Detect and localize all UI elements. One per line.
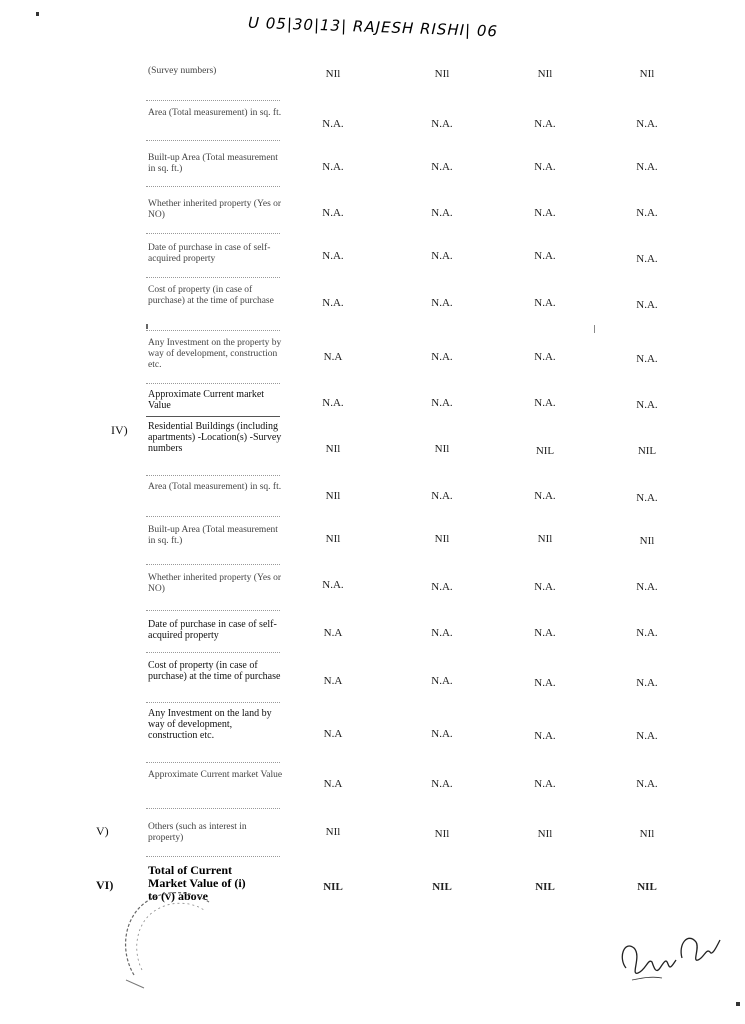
value-cell: N.A. [534, 118, 556, 130]
value-cell: N.A. [431, 250, 453, 262]
value-cell: NIL [535, 881, 555, 893]
value-cell: N.A. [534, 397, 556, 409]
value-cell: NIl [537, 68, 553, 80]
row-divider [146, 856, 280, 857]
value-cell: N.A. [431, 581, 453, 593]
value-cell: N.A [323, 351, 343, 363]
row-label: Any Investment on the property by way of development, construction etc. [148, 338, 282, 370]
value-cell: NIL [637, 881, 657, 893]
row-label: (Survey numbers) [148, 66, 217, 76]
value-cell: N.A. [534, 730, 556, 742]
value-cell: NIL [637, 445, 657, 457]
value-cell: N.A. [534, 677, 556, 689]
row-label: Area (Total measurement) in sq. ft. [148, 108, 282, 118]
value-cell: N.A. [431, 490, 453, 502]
value-cell: N.A. [431, 207, 453, 219]
row-divider [146, 702, 280, 703]
scan-speck [146, 324, 148, 329]
value-cell: N.A. [534, 581, 556, 593]
value-cell: NIL [323, 881, 343, 893]
value-cell: N.A. [636, 730, 658, 742]
section-number: V) [96, 824, 109, 838]
value-cell: N.A. [636, 627, 658, 639]
value-cell: N.A. [322, 118, 344, 130]
value-cell: N.A. [636, 161, 658, 173]
value-cell: N.A. [431, 351, 453, 363]
value-cell: NIL [535, 445, 555, 457]
value-cell: N.A. [322, 397, 344, 409]
value-cell: NIl [537, 533, 553, 545]
signature [612, 918, 732, 988]
row-divider [146, 330, 280, 331]
value-cell: NIl [434, 828, 450, 840]
value-cell: N.A. [322, 579, 344, 591]
value-cell: N.A. [534, 207, 556, 219]
row-label: Built-up Area (Total measurement in sq. ft.) [148, 525, 278, 546]
row-label: Built-up Area (Total measurement in sq. ft.) [148, 153, 278, 174]
section-number: IV) [111, 423, 128, 437]
scan-speck [736, 1002, 740, 1006]
seal-stamp [114, 880, 244, 990]
value-cell: N.A. [431, 675, 453, 687]
value-cell: N.A. [636, 492, 658, 504]
value-cell: NIl [325, 68, 341, 80]
value-cell: N.A. [636, 399, 658, 411]
row-label: Cost of property (in case of purchase) at the time of purchase [148, 660, 281, 682]
value-cell: NIl [325, 533, 341, 545]
value-cell: NIl [639, 828, 655, 840]
value-cell: N.A. [534, 351, 556, 363]
value-cell: NIl [325, 490, 341, 502]
value-cell: NIl [639, 68, 655, 80]
value-cell: N.A. [431, 118, 453, 130]
scan-speck [36, 12, 39, 16]
value-cell: NIl [537, 828, 553, 840]
row-label: Any Investment on the land by way of development, construction etc. [148, 708, 272, 741]
row-divider [146, 383, 280, 384]
row-label: Total of Current Market Value of (i) to (v) above [148, 863, 246, 903]
value-cell: N.A. [636, 118, 658, 130]
value-cell: N.A. [636, 299, 658, 311]
value-cell: N.A. [534, 490, 556, 502]
value-cell: N.A. [636, 581, 658, 593]
value-cell: N.A. [431, 297, 453, 309]
row-divider [146, 140, 280, 141]
value-cell: N.A. [322, 207, 344, 219]
value-cell: N.A. [431, 397, 453, 409]
value-cell: N.A. [534, 627, 556, 639]
section-number: VI) [96, 878, 114, 892]
value-cell: N.A. [636, 778, 658, 790]
row-divider [146, 233, 280, 234]
row-label: Others (such as interest in property) [148, 822, 247, 843]
row-label: Area (Total measurement) in sq. ft. [148, 482, 282, 492]
value-cell: N.A. [636, 353, 658, 365]
value-cell: N.A. [431, 728, 453, 740]
value-cell: N.A. [431, 161, 453, 173]
row-label: Approximate Current market Value [148, 389, 265, 411]
value-cell: N.A. [534, 161, 556, 173]
row-label: Date of purchase in case of self-acquired property [148, 243, 271, 264]
row-label: Whether inherited property (Yes or NO) [148, 199, 282, 220]
value-cell: N.A [323, 778, 343, 790]
value-cell: N.A. [534, 297, 556, 309]
row-divider [146, 610, 280, 611]
value-cell: NIl [639, 535, 655, 547]
row-divider [146, 416, 280, 417]
value-cell: N.A. [431, 627, 453, 639]
row-label: Whether inherited property (Yes or NO) [148, 573, 282, 594]
row-label: Residential Buildings (including apartments) -Location(s) -Survey numbers [148, 421, 282, 454]
value-cell: N.A. [636, 677, 658, 689]
value-cell: NIl [325, 443, 341, 455]
row-divider [146, 100, 280, 101]
row-divider [146, 186, 280, 187]
row-divider [146, 277, 280, 278]
value-cell: N.A. [534, 778, 556, 790]
value-cell: N.A. [534, 250, 556, 262]
value-cell: N.A. [322, 297, 344, 309]
value-cell: N.A [323, 627, 343, 639]
value-cell: N.A. [636, 207, 658, 219]
value-cell: N.A [323, 728, 343, 740]
value-cell: N.A [323, 675, 343, 687]
scan-speck [594, 325, 595, 333]
row-label: Cost of property (in case of purchase) at the time of purchase [148, 285, 274, 306]
row-divider [146, 762, 280, 763]
value-cell: NIL [432, 881, 452, 893]
row-divider [146, 652, 280, 653]
value-cell: NIl [434, 68, 450, 80]
value-cell: N.A. [636, 253, 658, 265]
row-divider [146, 475, 280, 476]
row-divider [146, 516, 280, 517]
row-divider [146, 564, 280, 565]
row-label: Approximate Current market Value [148, 770, 283, 780]
value-cell: NIl [325, 826, 341, 838]
value-cell: N.A. [322, 250, 344, 262]
value-cell: N.A. [431, 778, 453, 790]
handwritten-header-note: U 05|30|13| RAJESH RISHI| 06 [247, 13, 499, 41]
value-cell: N.A. [322, 161, 344, 173]
value-cell: NIl [434, 533, 450, 545]
row-label: Date of purchase in case of self-acquired property [148, 619, 277, 641]
value-cell: NIl [434, 443, 450, 455]
row-divider [146, 808, 280, 809]
